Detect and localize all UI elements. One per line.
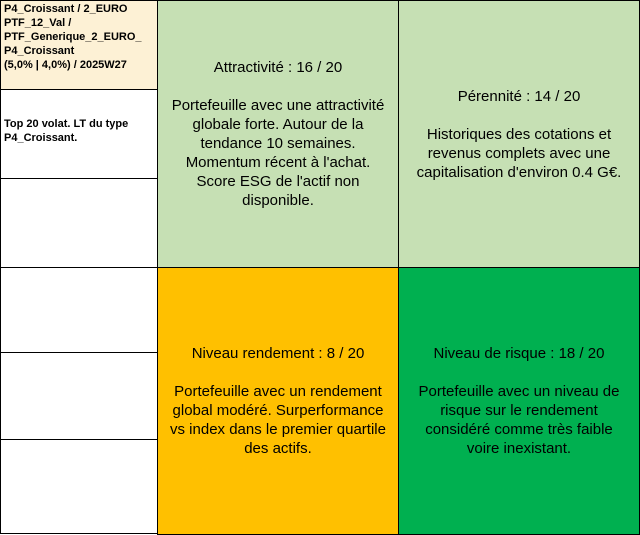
description-line: P4_Croissant. (4, 132, 78, 144)
attractivite-panel (157, 0, 399, 268)
text-line: global modéré. Surperformance (172, 402, 384, 419)
text-line: des actifs. (244, 440, 312, 457)
text-line: capitalisation d'environ 0.4 G€. (416, 163, 622, 181)
perennite-panel (398, 0, 640, 268)
title-line: P4_Croissant / 2_EURO (4, 3, 128, 15)
text-line: revenus complets avec une (427, 144, 611, 162)
rendement-title: Niveau rendement : 8 / 20 (191, 345, 365, 362)
text-line: risque sur le rendement (440, 402, 598, 419)
perennite-text (417, 125, 622, 182)
risque-text (419, 382, 620, 458)
empty-cell (0, 267, 158, 353)
text-line: Portefeuille avec un niveau de (418, 383, 620, 400)
sidebar-description-cell (0, 89, 158, 179)
risque-panel (398, 267, 640, 535)
rendement-panel (157, 267, 399, 535)
empty-cell (0, 439, 158, 534)
text-line: vs index dans le premier quartile (170, 421, 386, 438)
description-line: Top 20 volat. LT du type (4, 118, 129, 130)
title-line: PTF_Generique_2_EURO_ (4, 31, 142, 43)
title-line: PTF_12_Val / (4, 17, 72, 29)
text-line: Portefeuille avec un rendement (174, 383, 382, 400)
text-line: tendance 10 semaines. (200, 135, 356, 152)
sidebar-title-cell (0, 0, 158, 90)
text-line: globale forte. Autour de la (192, 116, 364, 133)
text-line: Historiques des cotations et (426, 125, 612, 143)
text-line: disponible. (242, 192, 314, 209)
text-line: voire inexistant. (466, 440, 572, 457)
title-line: P4_Croissant (4, 45, 75, 57)
rendement-text (170, 382, 386, 458)
text-line: Portefeuille avec une attractivité (171, 97, 385, 114)
empty-cell (0, 352, 158, 440)
attractivite-text (172, 96, 385, 210)
empty-cell (0, 178, 158, 268)
text-line: Momentum récent à l'achat. (185, 154, 371, 171)
risque-title: Niveau de risque : 18 / 20 (433, 345, 605, 362)
text-line: considéré comme très faible (425, 421, 613, 438)
attractivite-title: Attractivité : 16 / 20 (213, 59, 343, 76)
perennite-title: Pérennité : 14 / 20 (457, 87, 581, 105)
text-line: Score ESG de l'actif non (196, 173, 360, 190)
title-line: (5,0% | 4,0%) / 2025W27 (4, 59, 127, 71)
